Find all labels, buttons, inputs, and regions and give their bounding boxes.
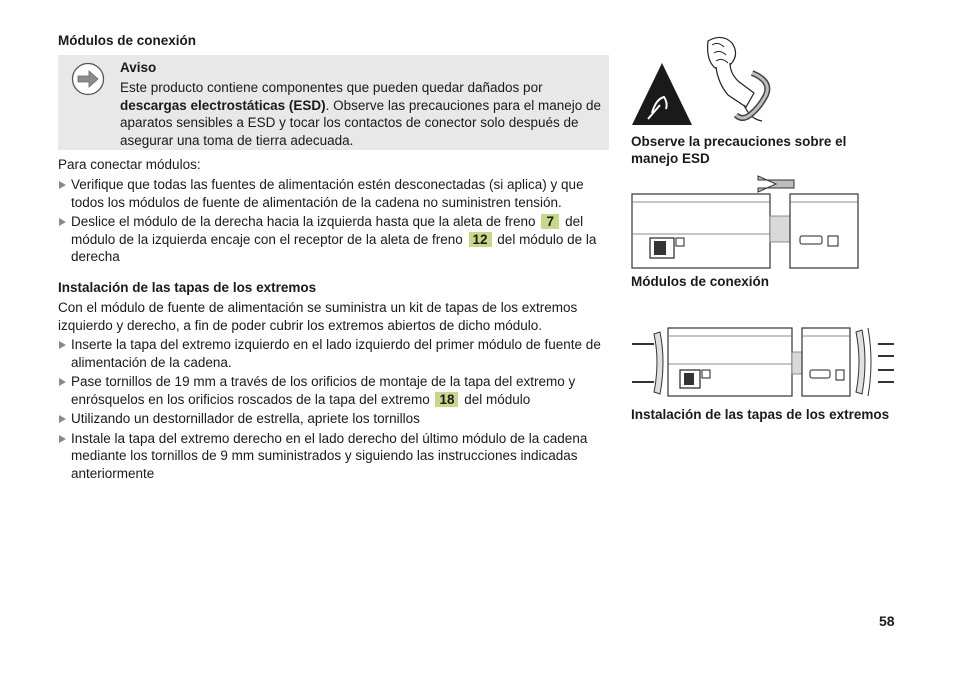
endcaps-steps-list xyxy=(58,336,608,482)
connect-steps-list xyxy=(58,176,608,266)
bullet-arrow-icon xyxy=(59,435,66,443)
esd-caption: Observe la precauciones sobre el manejo ESD xyxy=(631,134,847,166)
list-item: Verifique que todas las fuentes de alimentación estén desconectadas (si aplica) y que todos los módulos de fuente de alimentación de la cadena no suministren tensión. xyxy=(58,176,608,211)
bullet-arrow-icon xyxy=(59,341,66,349)
callout-badge: 18 xyxy=(435,392,458,407)
section-title-connection-modules: Módulos de conexión xyxy=(58,33,197,48)
notice-body: Este producto contiene componentes que pueden quedar dañados por descargas electrostáticas (ESD). Observe las precauciones para el manejo de aparatos sensibles a ESD y tocar los contactos de conector solo después de asegurar una toma de tierra adecuada. xyxy=(120,80,602,148)
endcaps-intro: Con el módulo de fuente de alimentación se suministra un kit de tapas de los extremos izquierdo y derecho, a fin de poder cubrir los extremos abiertos de dicho módulo. xyxy=(58,300,578,333)
page-number: 58 xyxy=(879,613,895,629)
list-item: Deslice el módulo de la derecha hacia la izquierda hasta que la aleta de freno 7 del módulo de la izquierda encaje con el receptor de la aleta de freno 12 del módulo de la derecha xyxy=(58,213,608,266)
list-item: Instale la tapa del extremo derecho en el lado derecho del último módulo de la cadena mediante los tornillos de 9 mm suministrados y siguiendo las instrucciones indicadas anteriormente xyxy=(58,430,608,483)
bullet-arrow-icon xyxy=(59,218,66,226)
bullet-arrow-icon xyxy=(59,415,66,423)
notice-box xyxy=(58,55,609,150)
esd-warning-illustration xyxy=(630,33,780,128)
bullet-arrow-icon xyxy=(59,181,66,189)
endcaps-caption: Instalación de las tapas de los extremos xyxy=(631,407,890,422)
list-item: Utilizando un destornillador de estrella, apriete los tornillos xyxy=(58,410,608,428)
notice-title: Aviso xyxy=(120,60,157,75)
endcaps-illustration xyxy=(630,326,898,400)
arrow-right-icon xyxy=(71,62,105,96)
bullet-arrow-icon xyxy=(59,378,66,386)
callout-badge: 12 xyxy=(469,232,492,247)
notice-body-bold: descargas electrostáticas (ESD) xyxy=(120,97,326,113)
section-title-end-caps: Instalación de las tapas de los extremos xyxy=(58,280,317,295)
connect-intro: Para conectar módulos: xyxy=(58,157,201,172)
callout-badge: 7 xyxy=(541,214,559,229)
connect-caption: Módulos de conexión xyxy=(631,274,770,289)
list-item: Pase tornillos de 19 mm a través de los orificios de montaje de la tapa del extremo y enrósquelos en los orificios roscados de la tapa del extremo 18 del módulo xyxy=(58,373,608,408)
list-item: Inserte la tapa del extremo izquierdo en el lado izquierdo del primer módulo de fuente de alimentación de la cadena. xyxy=(58,336,608,371)
connect-modules-illustration xyxy=(630,172,860,272)
